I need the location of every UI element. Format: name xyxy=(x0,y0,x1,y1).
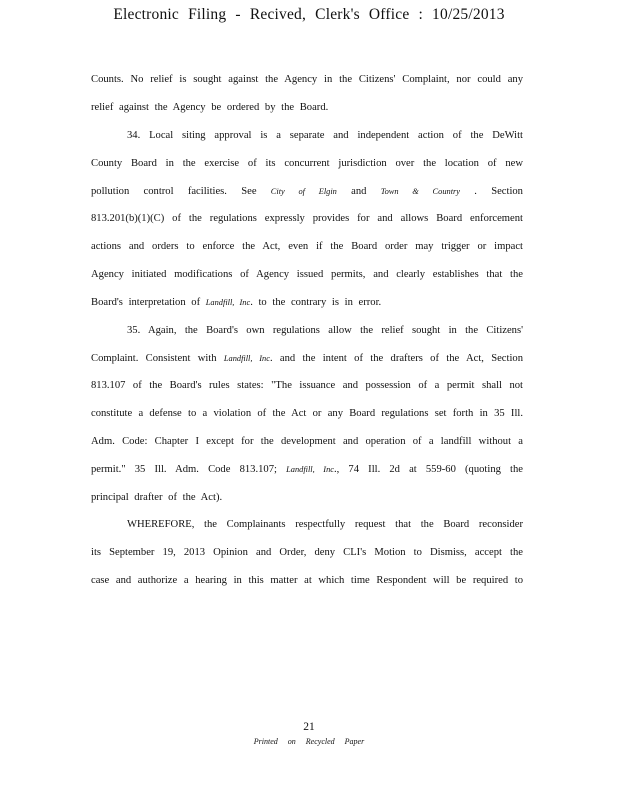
body-text: 813.201(b)(1)(C) of the regulations expressly provides for and allows Board enforcement xyxy=(91,213,523,224)
body-line xyxy=(91,157,523,170)
body-line xyxy=(91,491,523,504)
page-number: 21 xyxy=(303,721,315,733)
body-line xyxy=(91,268,523,281)
body-line xyxy=(91,296,523,309)
page-header: Electronic Filing - Recived, Clerk's Office : 10/25/2013 xyxy=(113,6,505,23)
body-line xyxy=(127,324,523,337)
body-text: its September 19, 2013 Opinion and Order, deny CLI's Motion to Dismiss, accept the xyxy=(91,547,523,558)
body-line xyxy=(91,407,523,420)
body-text: 34. Local siting approval is a separate and independent action of the DeWitt xyxy=(127,130,523,141)
page-footer: Printed on Recycled Paper xyxy=(253,737,365,746)
body-text: Adm. Code: Chapter I except for the development and operation of a landfill without a xyxy=(91,436,523,447)
body-line xyxy=(127,518,523,531)
body-line xyxy=(91,185,523,198)
body-line xyxy=(91,379,523,392)
case-citation: Landfill, Inc xyxy=(205,298,251,307)
body-line xyxy=(91,546,523,559)
body-line xyxy=(91,435,523,448)
body-line xyxy=(91,212,523,225)
body-text: . to the contrary is in error. xyxy=(250,297,382,308)
body-line xyxy=(91,352,523,365)
body-text: and xyxy=(336,186,381,197)
body-text: Board's interpretation of xyxy=(91,297,206,308)
body-text: Counts. No relief is sought against the Agency in the Citizens' Complaint, nor could any xyxy=(91,74,523,85)
case-citation: City of Elgin xyxy=(270,187,337,196)
case-citation: Landfill, Inc xyxy=(223,354,270,363)
body-line xyxy=(91,73,523,86)
body-line xyxy=(91,574,523,587)
body-text: WHEREFORE, the Complainants respectfully request that the Board reconsider xyxy=(127,519,523,530)
body-text: . and the intent of the drafters of the Act, Section xyxy=(269,353,523,364)
body-line xyxy=(127,129,523,142)
body-text: constitute a defense to a violation of the Act or any Board regulations set forth in 35 Ill. xyxy=(91,408,523,419)
body-text: 813.107 of the Board's rules states: "The issuance and possession of a permit shall not xyxy=(91,380,523,391)
case-citation: Town & Country xyxy=(380,187,460,196)
body-text: ., 74 Ill. 2d at 559-60 (quoting the xyxy=(334,464,523,475)
body-text: pollution control facilities. See xyxy=(91,186,271,197)
body-text: actions and orders to enforce the Act, even if the Board order may trigger or impact xyxy=(91,241,523,252)
body-text: County Board in the exercise of its concurrent jurisdiction over the location of new xyxy=(91,158,523,169)
body-text: Agency initiated modifications of Agency issued permits, and clearly establishes that the xyxy=(91,269,523,280)
body-text: case and authorize a hearing in this matter at which time Respondent will be required to xyxy=(91,575,523,586)
body-text: Complaint. Consistent with xyxy=(91,353,224,364)
body-line xyxy=(91,463,523,476)
body-text: . Section xyxy=(460,186,523,197)
body-text: permit." 35 Ill. Adm. Code 813.107; xyxy=(91,464,287,475)
body-line xyxy=(91,240,523,253)
body-text: relief against the Agency be ordered by the Board. xyxy=(91,102,329,113)
body-line xyxy=(91,101,523,114)
body-text: 35. Again, the Board's own regulations allow the relief sought in the Citizens' xyxy=(127,325,523,336)
body-text: principal drafter of the Act). xyxy=(91,492,223,503)
case-citation: Landfill, Inc xyxy=(286,465,334,474)
